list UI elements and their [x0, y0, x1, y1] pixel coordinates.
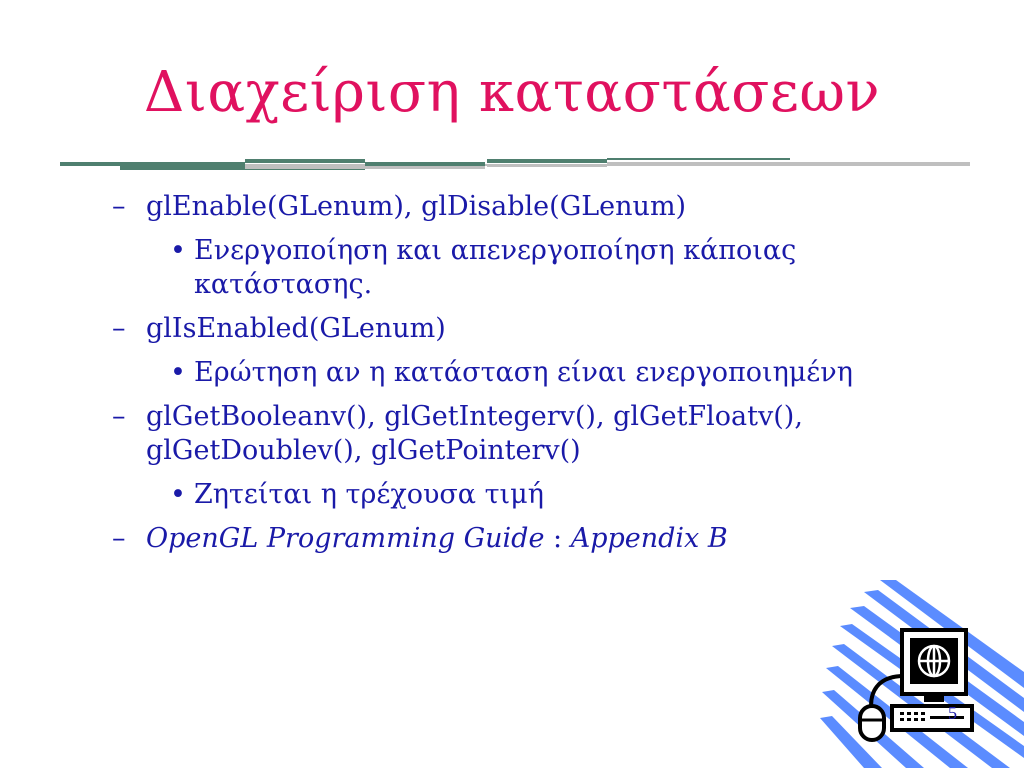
title-underline-decoration: [0, 150, 1024, 180]
item-text: glIsEnabled(GLenum): [146, 313, 446, 344]
bullet-marker: •: [170, 235, 186, 266]
reference-item: [112, 522, 982, 556]
sub-item-text: Ερώτηση αν η κατάσταση είναι ενεργοποιημένη: [194, 357, 853, 388]
computer-network-icon: [820, 580, 1024, 768]
sub-list-item: [112, 356, 982, 390]
sub-item-text: Ενεργοποίηση και απενεργοποίηση κάποιας κατάστασης.: [194, 235, 797, 300]
dash-marker: –: [112, 523, 126, 554]
sub-list-item: [112, 478, 982, 512]
reference-book-title: OpenGL Programming Guide: [146, 523, 545, 554]
bullet-marker: •: [170, 357, 186, 388]
bullet-list: [112, 190, 982, 566]
dash-marker: –: [112, 191, 126, 222]
item-text: glEnable(GLenum), glDisable(GLenum): [146, 191, 687, 222]
item-text: glGetBooleanv(), glGetIntegerv(), glGetFloatv(), glGetDoublev(), glGetPointerv(): [146, 401, 803, 466]
list-item: [112, 312, 982, 346]
list-item: [112, 400, 982, 468]
mouse-icon: [860, 706, 884, 740]
page-number: 5: [948, 703, 957, 723]
keyboard-icon: [892, 706, 972, 730]
slide-title: Διαχείριση καταστάσεων: [143, 60, 881, 125]
reference-separator: :: [544, 523, 571, 554]
bullet-marker: •: [170, 479, 186, 510]
dash-marker: –: [112, 313, 126, 344]
list-item: [112, 190, 982, 224]
globe-icon: [919, 646, 949, 676]
sub-list-item: [112, 234, 982, 302]
reference-appendix: Appendix B: [570, 523, 728, 554]
sub-item-text: Ζητείται η τρέχουσα τιμή: [194, 479, 544, 510]
dash-marker: –: [112, 401, 126, 432]
